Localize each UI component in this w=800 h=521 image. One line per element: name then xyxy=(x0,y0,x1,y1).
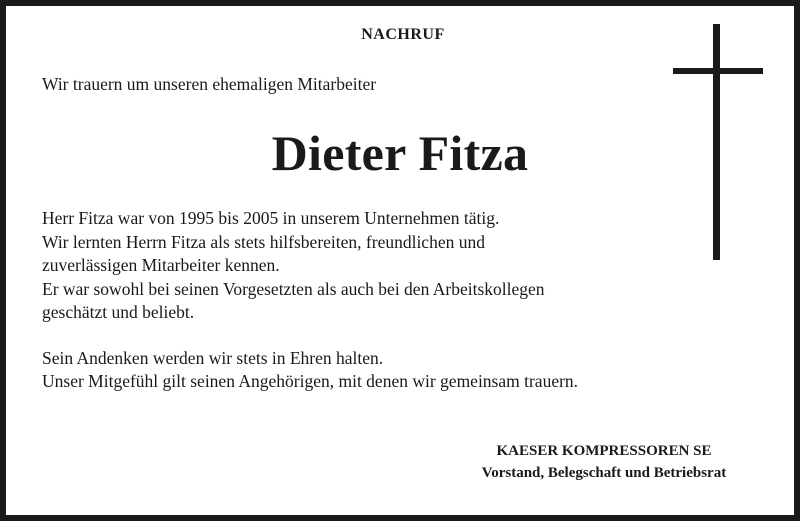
body-line: Sein Andenken werden wir stets in Ehren halten. xyxy=(42,347,384,368)
body-line: Er war sowohl bei seinen Vorgesetzten als auch bei den Arbeitskollegen xyxy=(42,278,545,299)
deceased-name: Dieter Fitza xyxy=(271,125,529,181)
body-line: Unser Mitgefühl gilt seinen Angehörigen, mit denen wir gemeinsam trauern. xyxy=(42,371,579,391)
paragraph-gap xyxy=(42,325,578,347)
body-line: zuverlässigen Mitarbeiter kennen. xyxy=(42,255,280,275)
signature-company: KAESER KOMPRESSOREN SE xyxy=(496,443,712,459)
cross-icon xyxy=(673,24,763,260)
intro-text: Wir trauern um unseren ehemaligen Mitarbeiter xyxy=(42,74,377,94)
cross-vertical-bar xyxy=(713,24,720,260)
obituary-body xyxy=(42,207,578,394)
signature-group: Vorstand, Belegschaft und Betriebsrat xyxy=(481,465,727,481)
signature-block xyxy=(444,440,764,484)
notice-heading: NACHRUF xyxy=(361,26,445,43)
body-line: Wir lernten Herrn Fitza als stets hilfsbereiten, freundlichen und xyxy=(42,231,485,252)
body-line: Herr Fitza war von 1995 bis 2005 in unserem Unternehmen tätig. xyxy=(42,208,500,228)
cross-horizontal-bar xyxy=(673,68,763,74)
body-line: geschätzt und beliebt. xyxy=(42,302,195,322)
